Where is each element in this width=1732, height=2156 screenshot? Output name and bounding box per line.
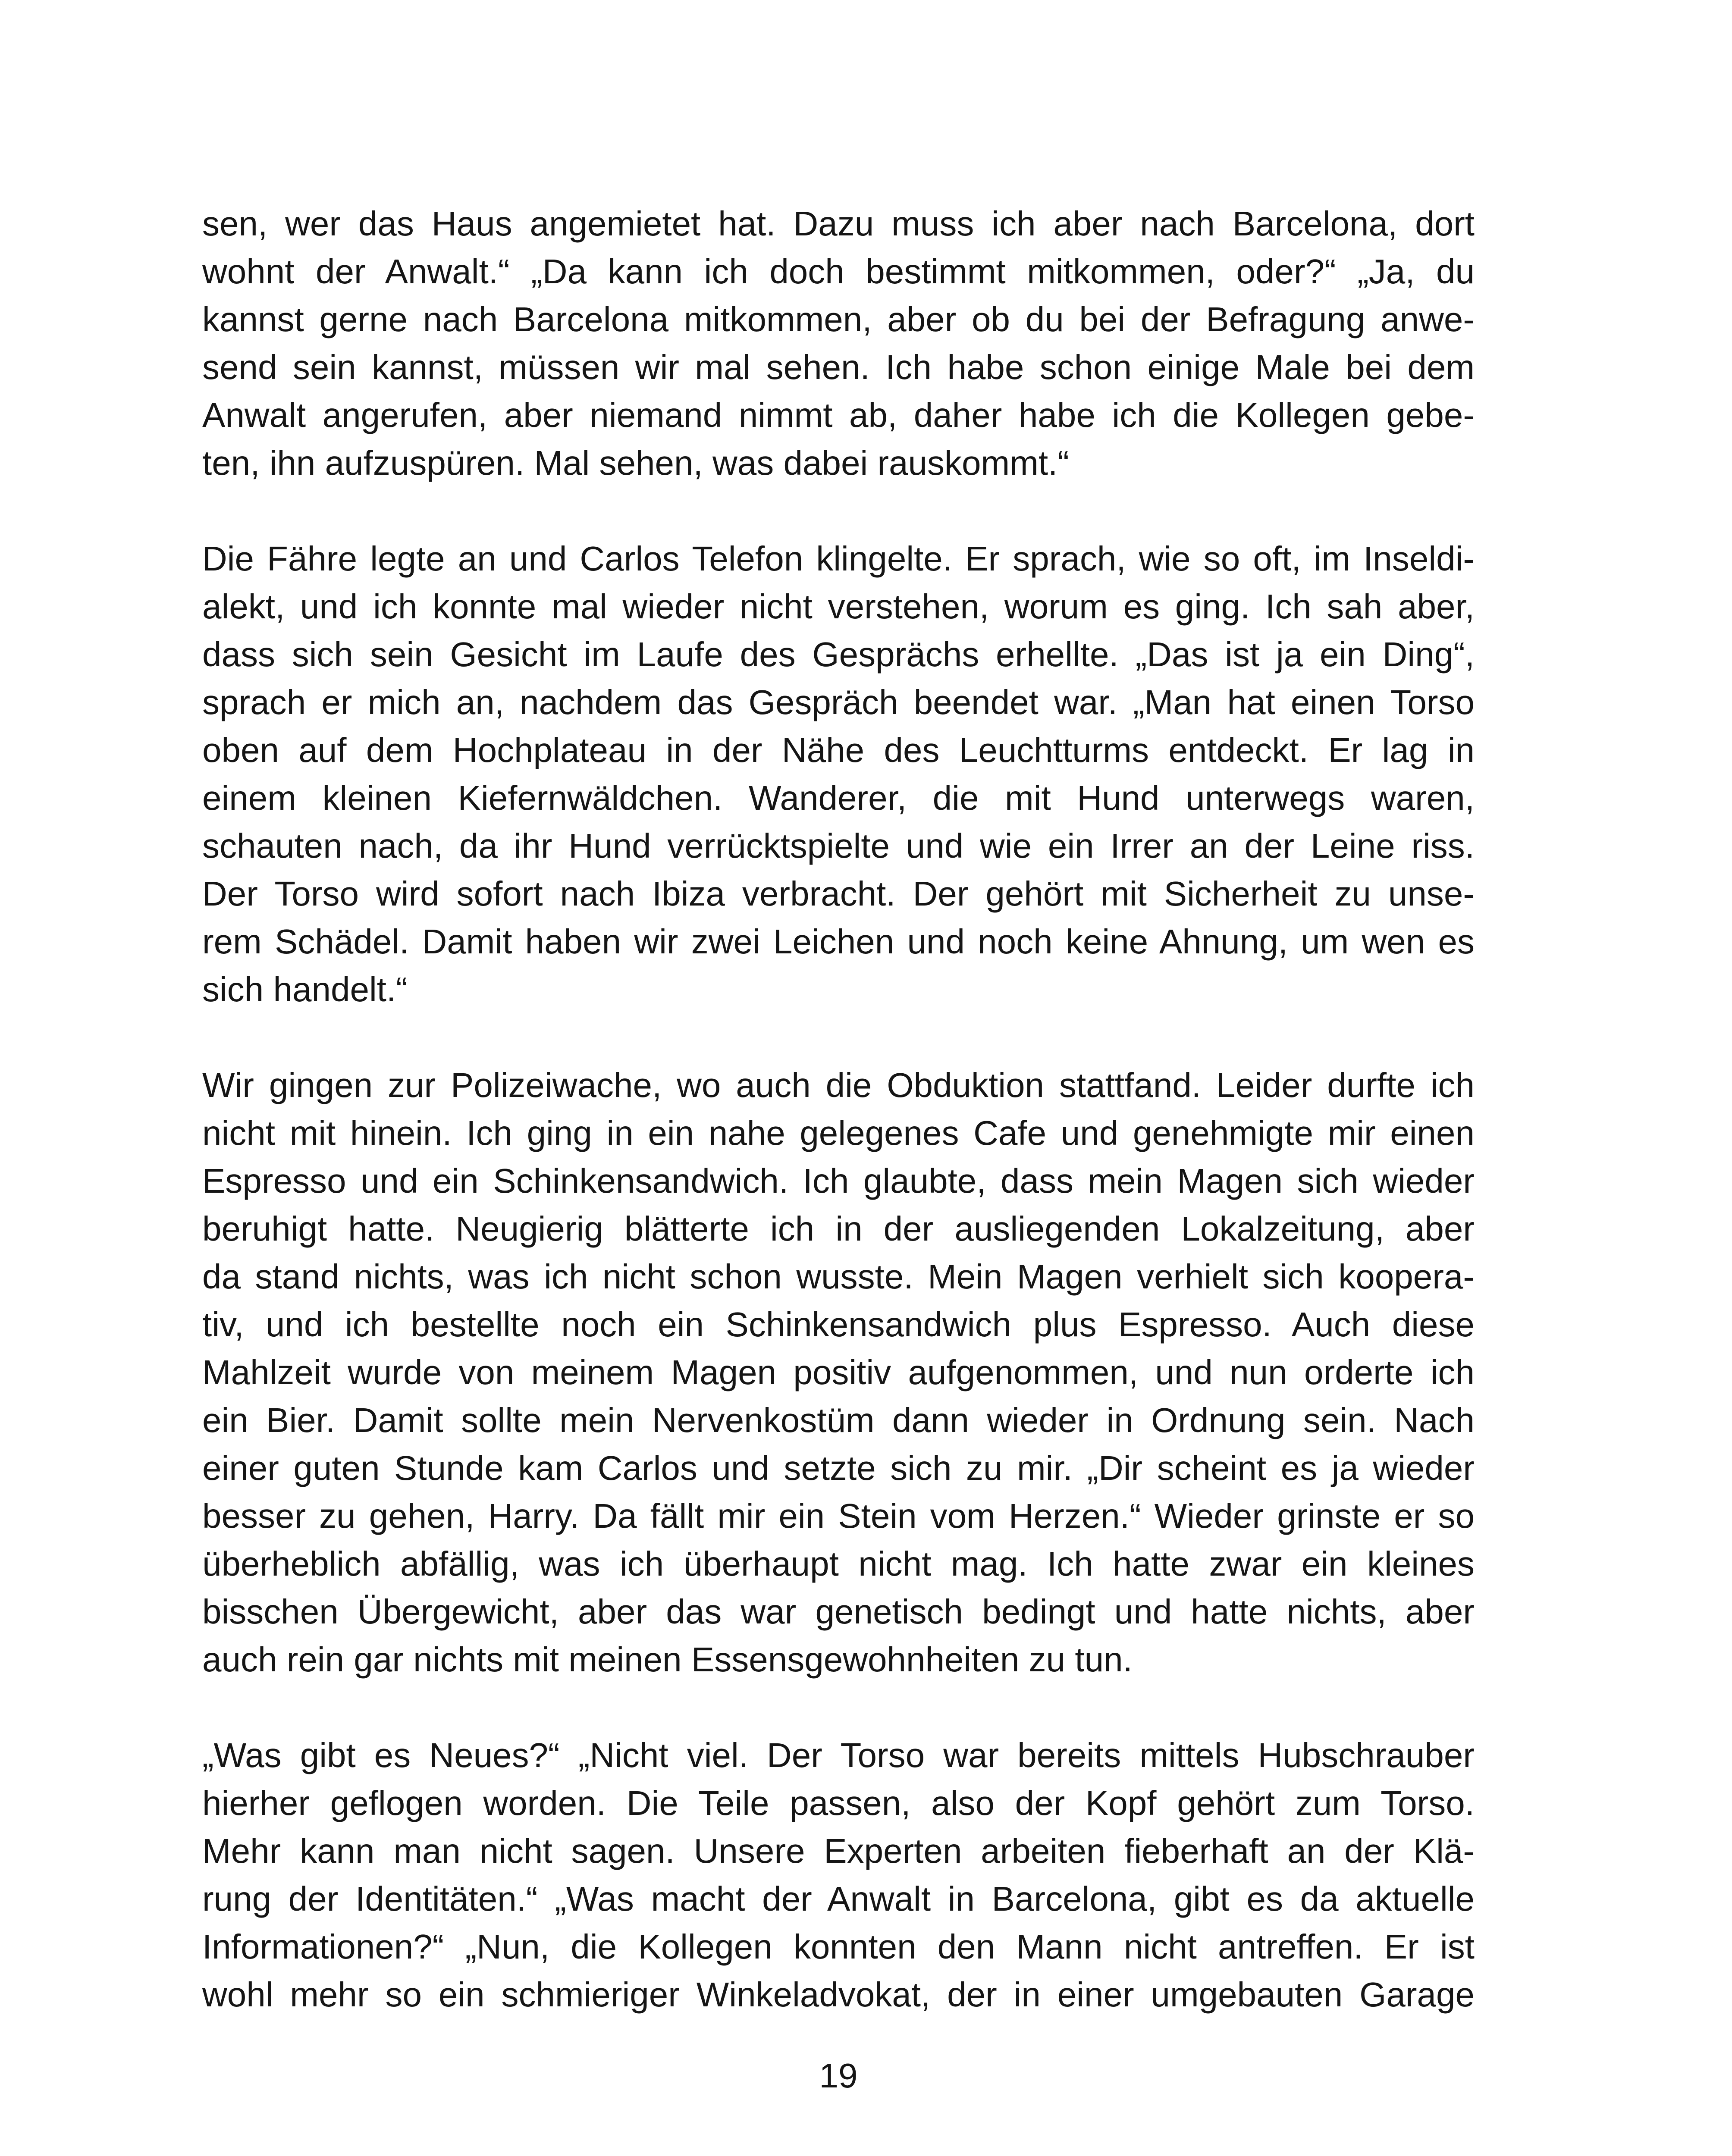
text-line: Wir gingen zur Polizeiwache, wo auch die Obduktion stattfand. Leider durfte ich (202, 1066, 1475, 1104)
text-line: sprach er mich an, nachdem das Gespräch beendet war. „Man hat einen Torso (202, 683, 1475, 721)
text-line: Espresso und ein Schinkensandwich. Ich glaubte, dass mein Magen sich wieder (202, 1162, 1475, 1200)
text-line: da stand nichts, was ich nicht schon wusste. Mein Magen verhielt sich koopera- (202, 1257, 1475, 1296)
text-line: rem Schädel. Damit haben wir zwei Leichen und noch keine Ahnung, um wen es (202, 922, 1475, 961)
page-number: 19 (819, 2056, 858, 2095)
paragraph (202, 1731, 1475, 2018)
body-text (202, 200, 1475, 2018)
text-line: besser zu gehen, Harry. Da fällt mir ein Stein vom Herzen.“ Wieder grinste er so (202, 1497, 1475, 1535)
text-line: bisschen Übergewicht, aber das war genetisch bedingt und hatte nichts, aber (202, 1592, 1475, 1631)
text-line: ein Bier. Damit sollte mein Nervenkostüm dann wieder in Ordnung sein. Nach (202, 1401, 1475, 1439)
text-line: rung der Identitäten.“ „Was macht der Anwalt in Barcelona, gibt es da aktuelle (202, 1880, 1475, 1918)
text-line: alekt, und ich konnte mal wieder nicht verstehen, worum es ging. Ich sah aber, (202, 587, 1475, 626)
text-line: sich handelt.“ (202, 970, 408, 1009)
text-line: wohnt der Anwalt.“ „Da kann ich doch bestimmt mitkommen, oder?“ „Ja, du (202, 252, 1475, 291)
text-line: Der Torso wird sofort nach Ibiza verbracht. Der gehört mit Sicherheit zu unse- (202, 874, 1475, 913)
text-line: kannst gerne nach Barcelona mitkommen, aber ob du bei der Befragung anwe- (202, 300, 1475, 338)
text-line: Anwalt angerufen, aber niemand nimmt ab, daher habe ich die Kollegen gebe- (202, 396, 1475, 434)
text-line: dass sich sein Gesicht im Laufe des Gesprächs erhellte. „Das ist ja ein Ding“, (202, 635, 1475, 674)
text-line: „Was gibt es Neues?“ „Nicht viel. Der Torso war bereits mittels Hubschrauber (202, 1736, 1475, 1774)
text-line: schauten nach, da ihr Hund verrücktspielte und wie ein Irrer an der Leine riss. (202, 827, 1475, 865)
text-line: Informationen?“ „Nun, die Kollegen konnten den Mann nicht antreffen. Er ist (202, 1927, 1475, 1966)
text-line: Die Fähre legte an und Carlos Telefon klingelte. Er sprach, wie so oft, im Inseldi- (202, 539, 1475, 578)
text-line: einer guten Stunde kam Carlos und setzte sich zu mir. „Dir scheint es ja wieder (202, 1449, 1475, 1487)
paragraph (202, 200, 1475, 487)
text-line: beruhigt hatte. Neugierig blätterte ich in der ausliegenden Lokalzeitung, aber (202, 1210, 1475, 1248)
text-line: Mahlzeit wurde von meinem Magen positiv aufgenommen, und nun orderte ich (202, 1353, 1475, 1391)
text-line: einem kleinen Kiefernwäldchen. Wanderer, die mit Hund unterwegs waren, (202, 779, 1475, 817)
text-line: hierher geflogen worden. Die Teile passen, also der Kopf gehört zum Torso. (202, 1784, 1475, 1822)
paragraph (202, 1061, 1475, 1683)
text-line: oben auf dem Hochplateau in der Nähe des Leuchtturms entdeckt. Er lag in (202, 731, 1475, 769)
text-line: ten, ihn aufzuspüren. Mal sehen, was dabei rauskommt.“ (202, 444, 1069, 482)
text-line: sen, wer das Haus angemietet hat. Dazu muss ich aber nach Barcelona, dort (202, 204, 1475, 243)
text-line: auch rein gar nichts mit meinen Essensgewohnheiten zu tun. (202, 1640, 1133, 1679)
text-line: send sein kannst, müssen wir mal sehen. Ich habe schon einige Male bei dem (202, 348, 1475, 386)
text-line: Mehr kann man nicht sagen. Unsere Experten arbeiten fieberhaft an der Klä- (202, 1832, 1475, 1870)
text-line: wohl mehr so ein schmieriger Winkeladvokat, der in einer umgebauten Garage (202, 1975, 1475, 2014)
text-line: tiv, und ich bestellte noch ein Schinkensandwich plus Espresso. Auch diese (202, 1305, 1475, 1344)
text-line: überheblich abfällig, was ich überhaupt nicht mag. Ich hatte zwar ein kleines (202, 1545, 1475, 1583)
text-line: nicht mit hinein. Ich ging in ein nahe gelegenes Cafe und genehmigte mir einen (202, 1114, 1475, 1152)
paragraph (202, 535, 1475, 1013)
